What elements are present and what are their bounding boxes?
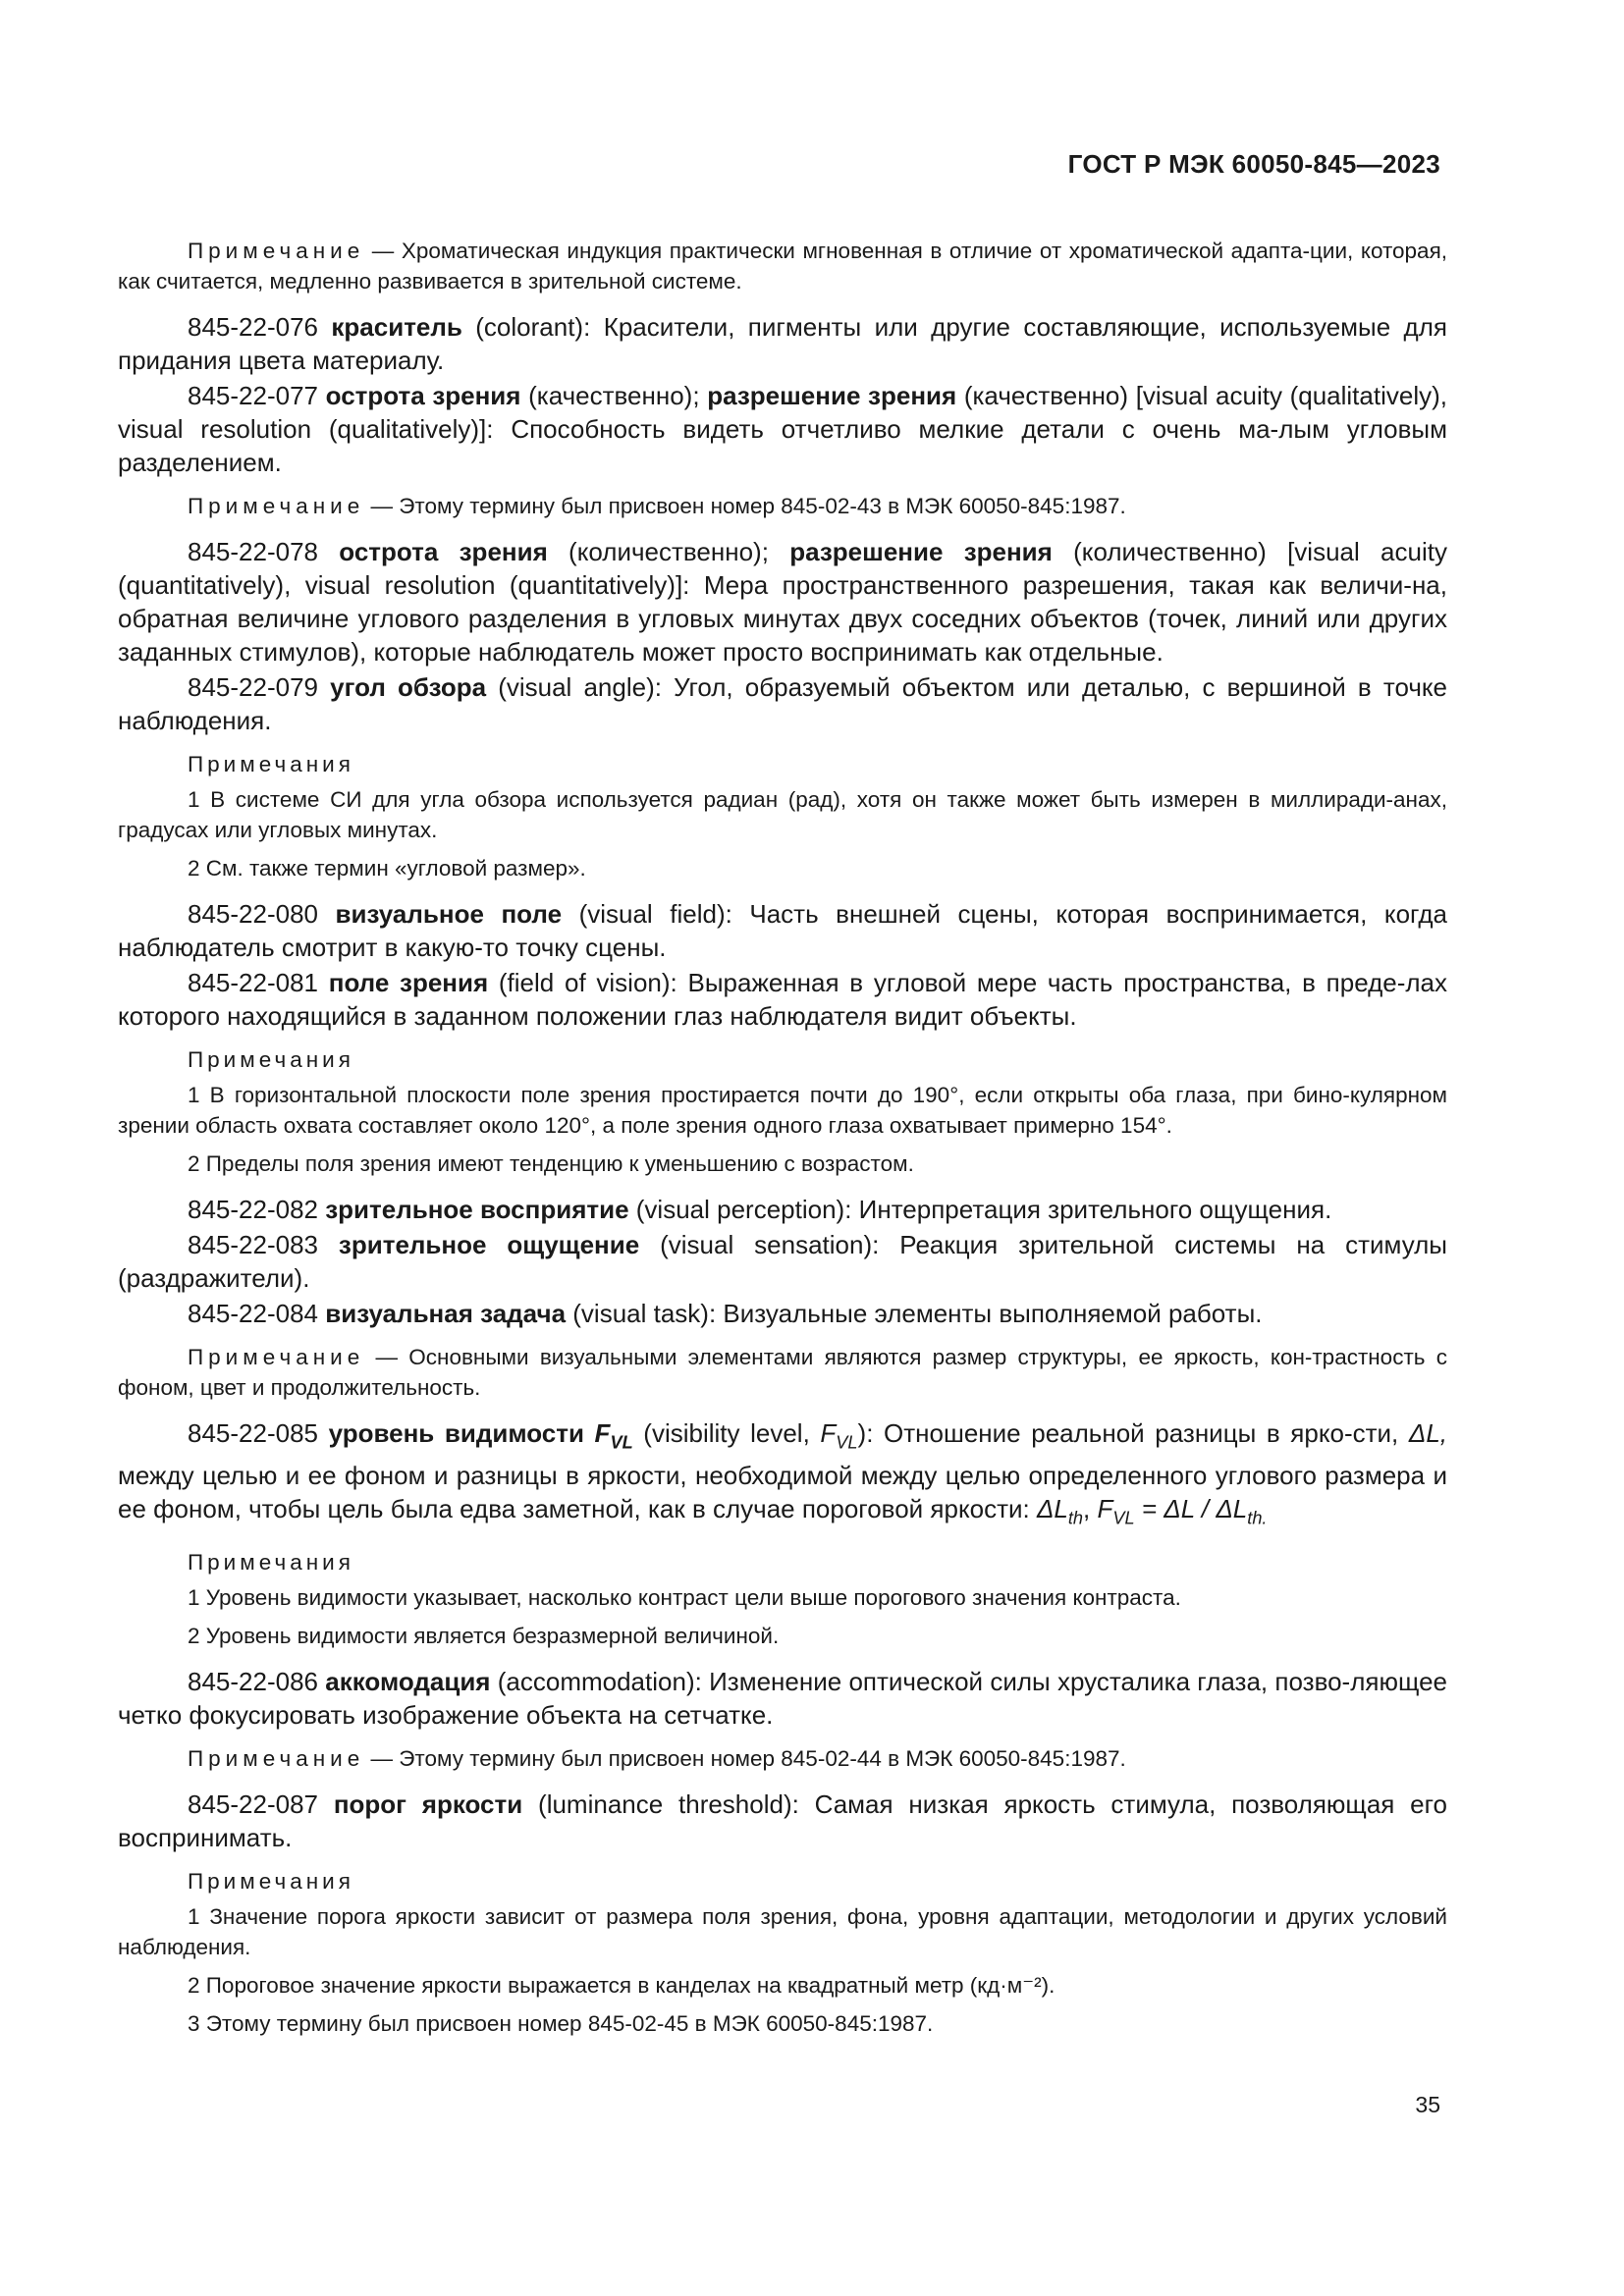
entry-term: уровень видимости (328, 1418, 595, 1448)
term-entry (118, 310, 1447, 377)
entry-term-alt: разрешение зрения (707, 381, 957, 410)
note (118, 1743, 1447, 1774)
note-text: — Этому термину был присвоен номер 845-02-44 в МЭК 60050-845:1987. (364, 1745, 1126, 1771)
note-label: Примечание (188, 239, 365, 263)
symbol-subscript: VL (836, 1432, 858, 1453)
entry-number: 845-22-087 (188, 1789, 318, 1819)
note-text: — Этому термину был присвоен номер 845-02-43 в МЭК 60050-845:1987. (364, 494, 1126, 518)
term-entry (118, 1228, 1447, 1295)
notes-title: Примечания (188, 1868, 354, 1894)
entry-definition: (visual sensation): Реакция зрительной системы на стимулы (раздражители). (118, 1230, 1447, 1293)
entry-definition: (accommodation): Изменение оптической силы хрусталика глаза, позво-ляющее четко фокусировать изображение объекта на сетчатке. (118, 1666, 1447, 1730)
note-item: 2 Уровень видимости является безразмерной величиной. (188, 1623, 780, 1648)
note-item: 1 Значение порога яркости зависит от размера поля зрения, фона, уровня адаптации, методологии и других условий наблюдения. (118, 1903, 1447, 1959)
entry-term: порог яркости (333, 1789, 523, 1819)
note-label: Примечание (188, 1745, 365, 1771)
entry-number: 845-22-080 (188, 899, 318, 929)
symbol-subscript: VL (1112, 1508, 1135, 1528)
entry-term: поле зрения (328, 968, 489, 997)
entry-text: (visibility level, (632, 1418, 821, 1448)
page-number: 35 (1415, 2092, 1440, 2117)
symbol-subscript: th (1067, 1508, 1084, 1528)
document-header: ГОСТ Р МЭК 60050-845—2023 (1067, 149, 1440, 179)
entry-number: 845-22-085 (188, 1418, 318, 1448)
symbol: F (820, 1418, 837, 1448)
entry-definition: (colorant): Красители, пигменты или другие составляющие, используемые для придания цвета материалу. (118, 312, 1447, 375)
entry-term: краситель (331, 312, 462, 342)
note-label: Примечание (188, 494, 365, 518)
note (118, 491, 1447, 521)
term-entry (118, 379, 1447, 479)
entry-number: 845-22-081 (188, 968, 318, 997)
entry-definition: (visual perception): Интерпретация зрительного ощущения. (628, 1195, 1332, 1224)
term-entry (118, 1416, 1447, 1535)
note-item: 2 Пороговое значение яркости выражается в канделах на квадратный метр (кд·м⁻²). (188, 1972, 1056, 1998)
entry-term: зрительное ощущение (338, 1230, 640, 1259)
symbol-subscript: th. (1247, 1508, 1268, 1528)
entry-text: между целью и ее фоном и разницы в яркости, необходимой между целью определенного углового размера и ее фоном, чтобы цель была едва заметной, как в случае пороговой яркости: (118, 1461, 1447, 1524)
entry-number: 845-22-077 (188, 381, 318, 410)
entry-qualifier: (качественно); (520, 381, 708, 410)
notes-title: Примечания (188, 752, 354, 776)
entry-term: острота зрения (325, 381, 521, 410)
entry-definition: (количественно) [visual acuity (quantitatively), visual resolution (quantitatively)]: Мера пространственного разрешения, такая как величи-на, обратная величине углового разделения в угловых минутах двух соседних объектов (точек, линий или других заданных стимулов), которые наблюдатель может просто воспринимать как отдельные. (118, 537, 1447, 667)
note-item: 2 См. также термин «угловой размер». (188, 856, 586, 881)
note-item: 1 В системе СИ для угла обзора используется радиан (рад), хотя он также может быть измерен в миллиради-анах, градусах или угловых минутах. (118, 787, 1447, 842)
term-entry (118, 670, 1447, 737)
formula: = ΔL / ΔL (1134, 1494, 1248, 1524)
entry-definition: (качественно) [visual acuity (qualitatively), visual resolution (qualitatively)]: Способность видеть отчетливо мелкие детали с очень ма-лым угловым разделением. (118, 381, 1447, 477)
note-label: Примечание (188, 1345, 365, 1369)
entry-term: зрительное восприятие (325, 1195, 629, 1224)
entry-number: 845-22-076 (188, 312, 318, 342)
note (118, 236, 1447, 296)
notes-title: Примечания (188, 1047, 354, 1072)
note-item: 1 Уровень видимости указывает, насколько контраст цели выше порогового значения контраста. (188, 1584, 1181, 1610)
term-entry (118, 1788, 1447, 1854)
term-entry (118, 1665, 1447, 1732)
entry-definition: (luminance threshold): Самая низкая яркость стимула, позволяющая его воспринимать. (118, 1789, 1447, 1852)
entry-qualifier: (количественно); (547, 537, 790, 566)
note-text: — Основными визуальными элементами являются размер структуры, ее яркость, кон-трастность с фоном, цвет и продолжительность. (118, 1345, 1447, 1400)
entry-text: , (1083, 1494, 1098, 1524)
symbol: F (1097, 1494, 1113, 1524)
entry-text: ): Отношение реальной разницы в ярко-сти, (857, 1418, 1409, 1448)
entry-number: 845-22-082 (188, 1195, 318, 1224)
note-item: 2 Пределы поля зрения имеют тенденцию к уменьшению с возрастом. (188, 1151, 914, 1176)
term-entry (118, 1297, 1447, 1330)
note-text: — Хроматическая индукция практически мгновенная в отличие от хроматической адапта-ции, которая, как считается, медленно развивается в зрительной системе. (118, 239, 1447, 294)
entry-number: 845-22-078 (188, 537, 318, 566)
symbol: ΔL (1036, 1494, 1068, 1524)
entry-number: 845-22-079 (188, 672, 318, 702)
entry-term: угол обзора (330, 672, 487, 702)
term-entry (118, 966, 1447, 1033)
term-entry (118, 897, 1447, 964)
notes-title: Примечания (188, 1549, 354, 1575)
entry-term: острота зрения (339, 537, 548, 566)
document-body (118, 224, 1447, 2047)
symbol: ΔL, (1408, 1418, 1448, 1448)
entry-term: визуальное поле (335, 899, 563, 929)
note-item: 1 В горизонтальной плоскости поле зрения простирается почти до 190°, если открыты оба глаза, при бино-кулярном зрении область охвата составляет около 120°, а поле зрения одного глаза охватывает примерно 154°. (118, 1083, 1447, 1138)
note-item: 3 Этому термину был присвоен номер 845-02-45 в МЭК 60050-845:1987. (188, 2010, 934, 2036)
entry-term: визуальная задача (325, 1299, 567, 1328)
note (118, 1342, 1447, 1403)
entry-number: 845-22-084 (188, 1299, 318, 1328)
symbol: F (594, 1418, 611, 1448)
entry-definition: (visual angle): Угол, образуемый объектом или деталью, с вершиной в точке наблюдения. (118, 672, 1448, 735)
entry-definition: (visual task): Визуальные элементы выполняемой работы. (566, 1299, 1263, 1328)
symbol-subscript: VL (610, 1432, 633, 1453)
entry-term: аккомодация (325, 1666, 491, 1696)
term-entry (118, 535, 1447, 668)
entry-number: 845-22-083 (188, 1230, 318, 1259)
entry-term-alt: разрешение зрения (789, 537, 1053, 566)
term-entry (118, 1193, 1447, 1226)
entry-number: 845-22-086 (188, 1666, 318, 1696)
entry-definition: (field of vision): Выраженная в угловой мере часть пространства, в преде-лах которого находящийся в заданном положении глаз наблюдателя видит объекты. (118, 968, 1447, 1031)
entry-definition: (visual field): Часть внешней сцены, которая воспринимается, когда наблюдатель смотрит в какую-то точку сцены. (118, 899, 1447, 962)
